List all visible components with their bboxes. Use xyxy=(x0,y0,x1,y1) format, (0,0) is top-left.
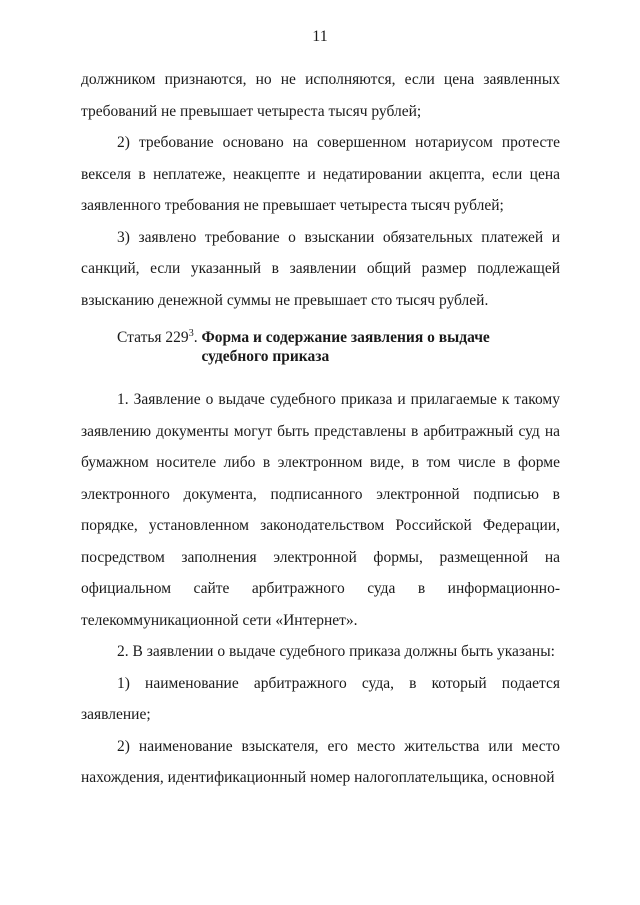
paragraph-item-3: 3) заявлено требование о взыскании обязательных платежей и санкций, если указанный в заявлении общий размер подлежащей взысканию денежной суммы не превышает сто тысяч рублей. xyxy=(81,228,560,309)
article-separator: . xyxy=(193,329,198,346)
page-number: 11 xyxy=(312,28,328,45)
document-body xyxy=(81,64,560,794)
paragraph-section-2: 2. В заявлении о выдаче судебного приказа должны быть указаны: xyxy=(117,643,555,660)
article-prefix: Статья 229 xyxy=(117,329,189,346)
paragraph-subitem-1: 1) наименование арбитражного суда, в который подается заявление; xyxy=(81,674,560,723)
article-number xyxy=(117,328,201,366)
article-title: Форма и содержание заявления о выдаче судебного приказа xyxy=(201,329,490,365)
article-heading xyxy=(81,316,560,384)
article-superscript: 3 xyxy=(188,327,194,339)
paragraph-section-1: 1. Заявление о выдаче судебного приказа и прилагаемые к такому заявлению документы могут быть представлены в арбитражный суд на бумажном носителе либо в электронном виде, в том числе в форме электронного документа, подписанного электронной подписью в порядке, установленном законодательством Российской Федерации, посредством заполнения электронной формы, размещенной на официальном сайте арбитражного суда в информационно-телекоммуникационной сети «Интернет». xyxy=(81,391,560,629)
paragraph-item-2: 2) требование основано на совершенном нотариусом протесте векселя в неплатеже, неакцепте и недатировании акцепта, если цена заявленного требования не превышает четыреста тысяч рублей; xyxy=(81,134,560,214)
paragraph-continuation: должником признаются, но не исполняются, если цена заявленных требований не превышает четыреста тысяч рублей; xyxy=(81,71,560,120)
paragraph-subitem-2: 2) наименование взыскателя, его место жительства или место нахождения, идентификационный номер налогоплательщика, основной xyxy=(81,737,560,786)
